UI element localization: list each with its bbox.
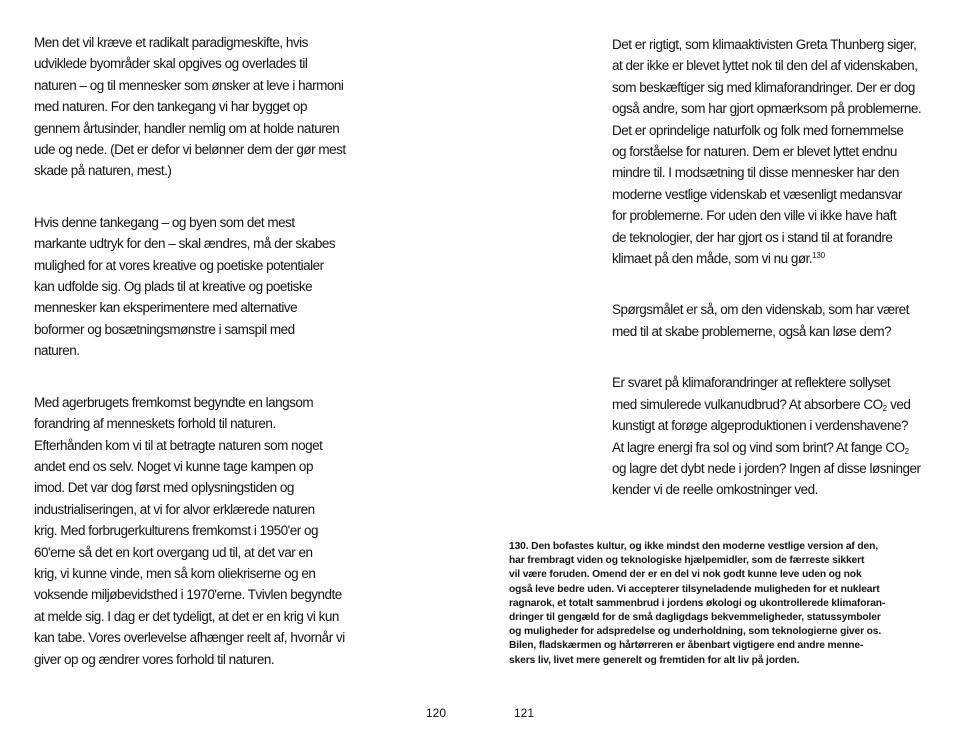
page-number-right: 121 [513,706,535,720]
paragraph: Det er rigtigt, som klimaaktivisten Greta Thunberg siger, at der ikke er blevet lyttet nok til den del af videnskaben, som beskæftiger sig med klimaforandringer. Der er dog også andre, som har gjort opmærksom på problemerne. Det er oprindelige naturfolk og folk med fornemmelse og forståelse for naturen. Dem er blevet lyttet endnu mindre til. I modsætning til disse mennesker har den moderne vestlige videnskab et væsenligt medansvar for problemerne. For uden den ville vi ikke have haft de teknologier, der har gjort os i stand til at forandre klimaet på den måde, som vi nu gør.$^{130}$ [612,37,922,267]
paragraph: Er svaret på klimaforandringer at reflektere sollyset med simulerede vulkanudbrud? At absorbere $CO_2$ ved kunstigt at forøge algeproduktionen i verdenshavene? At lagre energi fra sol og vind som brint? At fange $CO_2$ og lagre det dybt nede i jorden? Ingen af disse løsninger kender vi de reelle omkostninger ved. [612,375,921,498]
paragraph: Spørgsmålet er så, om den videnskab, som har været med til at skabe problemerne, også kan løse dem? [612,302,909,339]
right-page-text-block [612,34,958,501]
page-number-left: 120 [425,706,447,720]
paragraph: Hvis denne tankegang – og byen som det mest markante udtryk for den – skal ændres, må der skabes mulighed for at vores kreative og poetiske potentialer kan udfolde sig. Og plads til at kreative og poetiske mennesker kan eksperimentere med alternative boformer og bosætningsmønstre i samspil med naturen. [34,214,336,359]
left-page-text-block [34,32,394,670]
paragraph: Men det vil kræve et radikalt paradigmeskifte, hvis udviklede byområder skal opgives og overlades til naturen – og til mennesker som ønsker at leve i harmoni med naturen. For den tankegang vi har bygget op gennem årtusinder, handler nemlig om at holde naturen ude og nede. (Det er defor vi belønner dem der gør mest skade på naturen, mest.) [34,35,346,179]
right-page [480,0,960,754]
paragraph: Med agerbrugets fremkomst begyndte en langsom forandring af menneskets forhold til naturen. Efterhånden kom vi til at betragte naturen som noget andet end os selv. Noget vi kunne tage kampen op imod. Det var dog først med oplysningstiden og industrialiseringen, at vi for alvor erklærede naturen krig. Med forbrugerkulturens fremkomst i 1950'er og 60'erne så det en kort overgang ud til, at det var en krig, vi kunne vinde, men så kom oliekriserne og en voksende miljøbevidsthed i 1970'erne. Tvivlen begyndte at melde sig. I dag er det tydeligt, at det er en krig vi kun kan tabe. Vores overlevelse afhænger reelt af, hvornår vi giver op og ændrer vores forhold til naturen. [34,394,345,667]
footnote: 130. Den bofastes kultur, og ikke mindst den moderne vestlige version af den, har frembragt viden og teknologiske hjælpemidler, som de færreste sikkert vil være foruden. Omend der er en del vi nok godt kunne leve uden og nok også leve bedre uden. Vi accepterer tilsyneladende muligheden for et nukleart ragnarok, et totalt sammenbrud i jordens økologi og ukontrollerede klimaforan- dringer til gengæld for de små dagligdags bekvemmeligheder, statussymboler og muligheder for adspredelse og underholdning, som teknologierne giver os. Bilen, fladskærmen og hårtørreren er åbenbart vigtigere end andre menne- skers liv, livet mere generelt og fremtiden for alt liv på jorden. [509,541,886,666]
